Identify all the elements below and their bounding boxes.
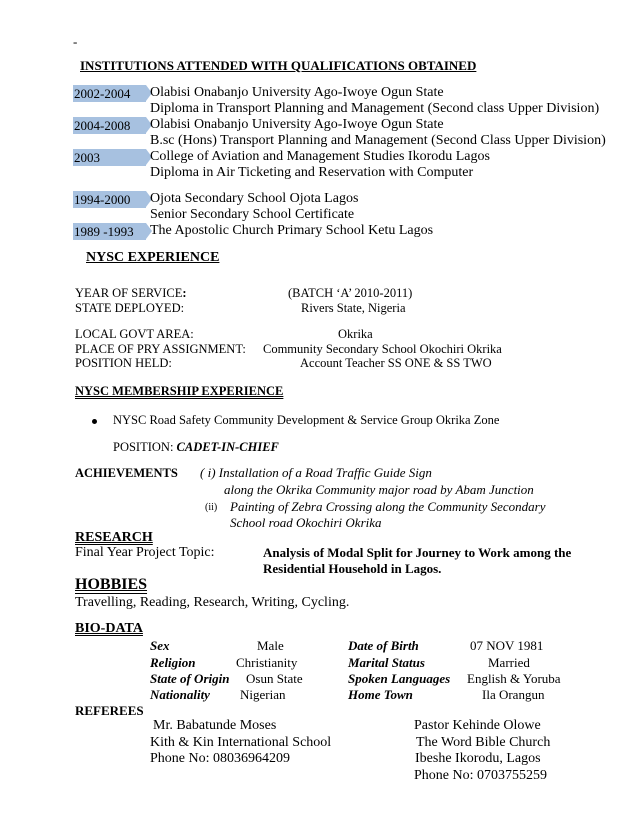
biodata-label: State of Origin <box>150 671 230 686</box>
achievement-2-line2: School road Okochiri Okrika <box>230 515 382 530</box>
institution-name: Ojota Secondary School Ojota Lagos <box>150 191 359 206</box>
biodata-value: Male <box>257 638 284 653</box>
achievement-2: Painting of Zebra Crossing along the Community Secondary <box>230 499 546 514</box>
membership-position: POSITION: CADET-IN-CHIEF <box>113 440 279 454</box>
year-tag: 1989 -1993 <box>73 223 146 240</box>
biodata-label: Date of Birth <box>348 638 419 653</box>
research-topic: Analysis of Modal Split for Journey to Work among the <box>263 545 572 560</box>
institution-name: Olabisi Onabanjo University Ago-Iwoye Ogun State <box>150 117 444 132</box>
biodata-label: Spoken Languages <box>348 671 451 686</box>
referee-2-phone: Phone No: 0703755259 <box>414 768 547 783</box>
biodata-heading: BIO-DATA <box>75 621 143 636</box>
institution-name: Olabisi Onabanjo University Ago-Iwoye Ogun State <box>150 85 444 100</box>
research-heading: RESEARCH <box>75 530 153 545</box>
biodata-label: Home Town <box>348 687 413 702</box>
institution-name: College of Aviation and Management Studies Ikorodu Lagos <box>150 149 490 164</box>
research-label: Final Year Project Topic: <box>75 545 215 560</box>
nysc-label: LOCAL GOVT AREA: <box>75 327 194 341</box>
nysc-value: Account Teacher SS ONE & SS TWO <box>300 356 492 370</box>
biodata-label: Sex <box>150 638 170 653</box>
achievement-1: ( i) Installation of a Road Traffic Guide Sign <box>200 465 432 480</box>
membership-heading: NYSC MEMBERSHIP EXPERIENCE <box>75 384 284 398</box>
biodata-value: Married <box>488 655 530 670</box>
referee-1-phone: Phone No: 08036964209 <box>150 751 290 766</box>
biodata-value: 07 NOV 1981 <box>470 638 544 653</box>
achievement-2-marker: (ii) <box>205 502 218 513</box>
nysc-heading: NYSC EXPERIENCE <box>86 250 220 265</box>
biodata-value: Osun State <box>246 671 303 686</box>
membership-item: NYSC Road Safety Community Development & Service Group Okrika Zone <box>113 413 500 427</box>
year-tag: 1994-2000 <box>73 191 146 208</box>
nysc-label: PLACE OF PRY ASSIGNMENT: <box>75 342 246 356</box>
bullet-icon <box>92 419 97 424</box>
qualification: B.sc (Hons) Transport Planning and Management (Second Class Upper Division) <box>150 133 606 148</box>
achievement-1-line2: along the Okrika Community major road by Abam Junction <box>224 482 534 497</box>
year-tag: 2004-2008 <box>73 117 146 134</box>
institution-name: The Apostolic Church Primary School Ketu Lagos <box>150 223 434 238</box>
referee-1-org: Kith & Kin International School <box>150 735 332 750</box>
achievements-label: ACHIEVEMENTS <box>75 466 178 480</box>
referee-2-name: Pastor Kehinde Olowe <box>414 718 541 733</box>
biodata-label: Religion <box>150 655 196 670</box>
nysc-value: Rivers State, Nigeria <box>301 301 406 315</box>
institutions-heading: INSTITUTIONS ATTENDED WITH QUALIFICATIONS OBTAINED <box>80 58 477 73</box>
biodata-label: Nationality <box>150 687 210 702</box>
nysc-value: (BATCH ‘A’ 2010-2011) <box>288 286 413 300</box>
nysc-value: Community Secondary School Okochiri Okrika <box>263 342 502 356</box>
hobbies-heading: HOBBIES <box>75 576 148 593</box>
qualification: Diploma in Air Ticketing and Reservation with Computer <box>150 165 474 180</box>
qualification: Diploma in Transport Planning and Management (Second class Upper Division) <box>150 101 600 116</box>
nysc-label: POSITION HELD: <box>75 356 172 370</box>
nysc-label: STATE DEPLOYED: <box>75 301 185 315</box>
biodata-value: Ila Orangun <box>482 687 545 702</box>
biodata-label: Marital Status <box>348 655 425 670</box>
biodata-value: Nigerian <box>240 687 286 702</box>
nysc-label: YEAR OF SERVICE: <box>75 286 187 300</box>
research-topic-line2: Residential Household in Lagos. <box>263 561 442 576</box>
referees-heading: REFEREES <box>75 703 144 718</box>
top-dash: - <box>73 34 78 49</box>
nysc-value: Okrika <box>338 327 373 341</box>
referee-2-org: The Word Bible Church <box>416 735 551 750</box>
biodata-value: Christianity <box>236 655 298 670</box>
referee-2-address: Ibeshe Ikorodu, Lagos <box>415 751 541 766</box>
hobbies-text: Travelling, Reading, Research, Writing, Cycling. <box>75 595 350 610</box>
year-tag: 2002-2004 <box>73 85 146 102</box>
referee-1-name: Mr. Babatunde Moses <box>153 718 277 733</box>
qualification: Senior Secondary School Certificate <box>150 207 355 222</box>
biodata-value: English & Yoruba <box>467 671 561 686</box>
year-tag: 2003 <box>73 149 146 166</box>
